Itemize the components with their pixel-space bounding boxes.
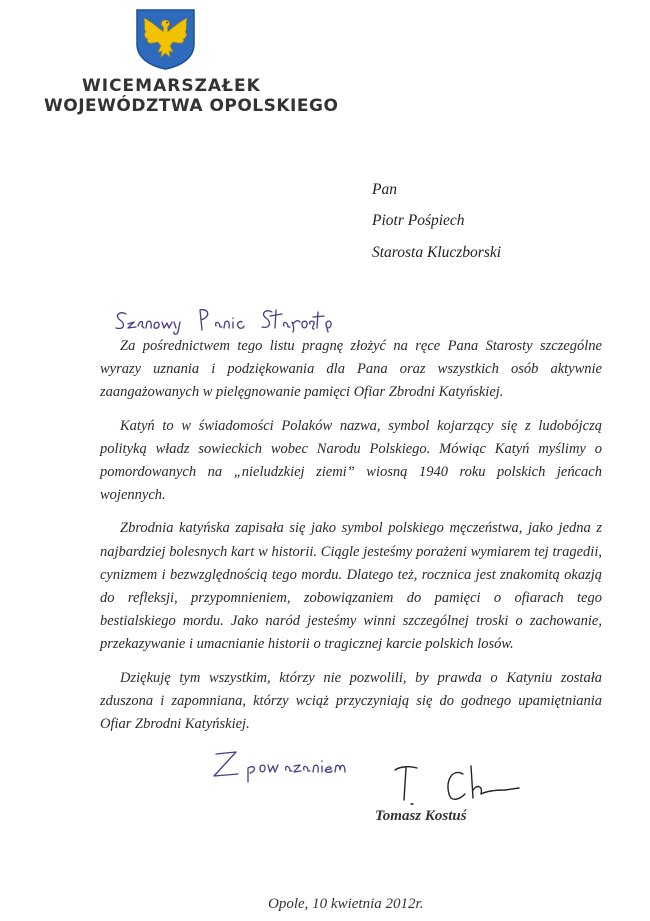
paragraph-1: Za pośrednictwem tego listu pragnę złożyć na ręce Pana Starosty szczególne wyrazy uznania i podziękowania dla Pana oraz wszystkich osób aktywnie zaangażowanych w pielęgnowanie pamięci Ofiar Zbrodni Katyńskiej. (100, 338, 602, 401)
recipient-line-1: Pan (372, 181, 397, 198)
handwritten-salutation (112, 302, 352, 338)
place-and-date: Opole, 10 kwietnia 2012r. (268, 896, 424, 912)
signer-name: Tomasz Kostuś (375, 808, 467, 824)
paragraph-3: Zbrodnia katyńska zapisała się jako symbol polskiego męczeństwa, jako jedna z najbardziej bolesnych kart w historii. Ciągle jesteśmy porażeni wymiarem tej tragedii, cynizmem i bezwzględnością tego mordu. Dlatego też, rocznica jest znakomitą okazją do refleksji, przypomnieniem, zobowiązaniem do pamięci o ofiarach tego bestialskiego mordu. Jako naród jesteśmy winni szczególnej troski o zachowanie, przekazywanie i umacnianie historii o tragicznej karcie polskich losów. (100, 520, 602, 653)
letter-body (100, 335, 602, 746)
handwritten-closing (210, 746, 370, 786)
opole-voivodeship-eagle-icon (133, 8, 198, 70)
recipient-line-2: Piotr Pośpiech (372, 212, 465, 229)
org-title-line2: WOJEWÓDZTWA OPOLSKIEGO (44, 96, 339, 116)
recipient-line-3: Starosta Kluczborski (372, 244, 502, 261)
org-title-line1: WICEMARSZAŁEK (82, 76, 261, 96)
paragraph-4: Dziękuję tym wszystkim, którzy nie pozwolili, by prawda o Katyniu została zduszona i zapomniana, którzy wciąż przyczyniają się do godnego upamiętniania Ofiar Zbrodni Katyńskiej. (100, 669, 602, 733)
signature (393, 760, 523, 810)
paragraph-2: Katyń to w świadomości Polaków nazwa, symbol kojarzący się z ludobójczą polityką władz sowieckich wobec Narodu Polskiego. Mówiąc Katyń myślimy o pomordowanych na „nieludzkiej ziemi” wiosną 1940 roku polskich jeńcach wojennych. (100, 417, 602, 504)
